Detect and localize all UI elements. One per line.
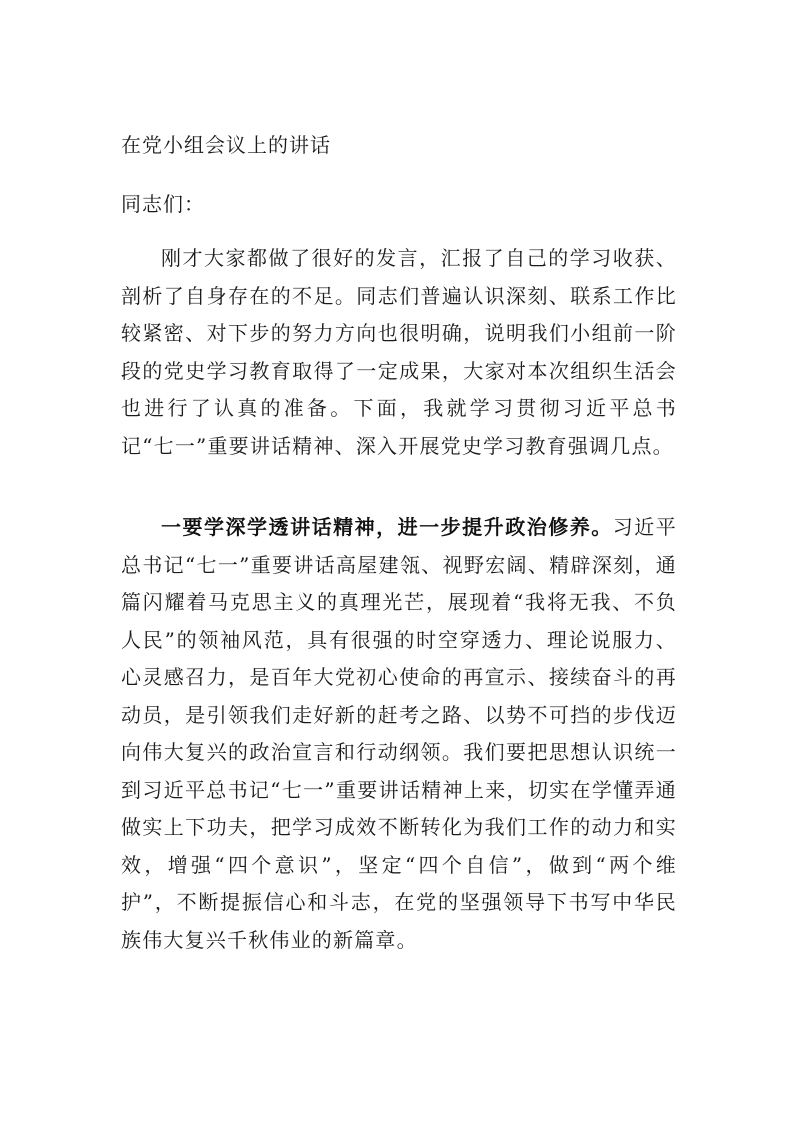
paragraph-2 — [121, 509, 677, 959]
paragraph-1: 刚才大家都做了很好的发言，汇报了自己的学习收获、剖析了自身存在的不足。同志们普遍认识深刻、联系工作比较紧密、对下步的努力方向也很明确，说明我们小组前一阶段的党史学习教育取得了一定成果，大家对本次组织生活会也进行了认真的准备。下面，我就学习贯彻习近平总书记“七一”重要讲话精神、深入开展党史学习教育强调几点。 — [121, 246, 677, 458]
document-title: 在党小组会议上的讲话 — [121, 133, 331, 157]
salutation: 同志们： — [121, 192, 205, 216]
paragraph-2-lead: 一要学深学透讲话精神，进一步提升政治修养。 — [161, 515, 613, 539]
paragraph-2-body: 习近平总书记“七一”重要讲话高屋建瓴、视野宏阔、精辟深刻，通篇闪耀着马克思主义的真理光芒，展现着“我将无我、不负人民”的领袖风范，具有很强的时空穿透力、理论说服力、心灵感召力，是百年大党初心使命的再宣示、接续奋斗的再动员，是引领我们走好新的赶考之路、以势不可挡的步伐迈向伟大复兴的政治宣言和行动纲领。我们要把思想认识统一到习近平总书记“七一”重要讲话精神上来，切实在学懂弄通做实上下功夫，把学习成效不断转化为我们工作的动力和实效，增强“四个意识”，坚定“四个自信”，做到“两个维护”，不断提振信心和斗志，在党的坚强领导下书写中华民族伟大复兴千秋伟业的新篇章。 — [121, 515, 677, 952]
